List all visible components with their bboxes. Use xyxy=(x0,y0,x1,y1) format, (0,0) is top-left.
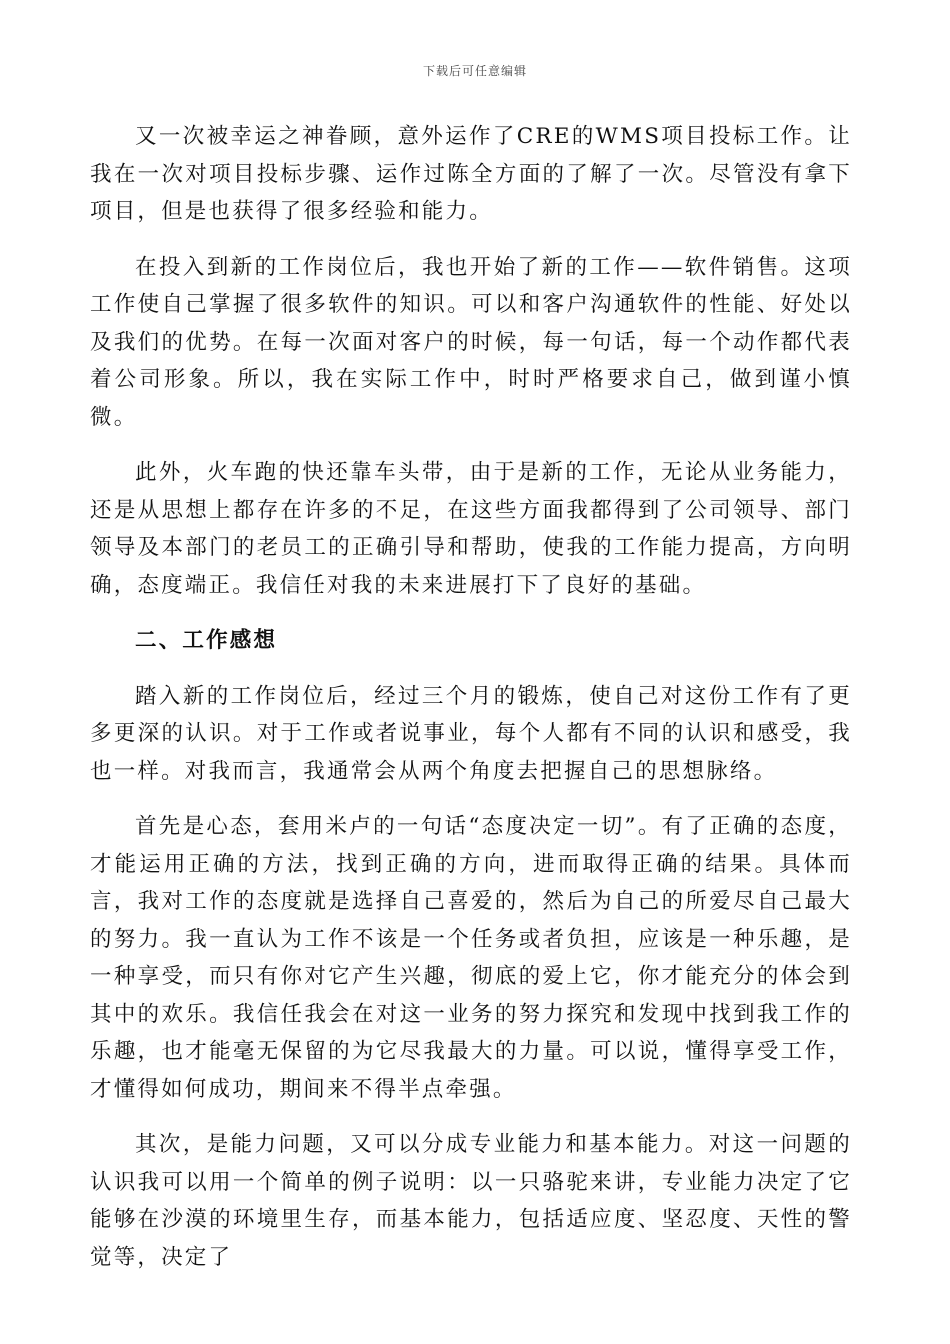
section-heading-work-thoughts: 二、工作感想 xyxy=(135,628,278,653)
paragraph-software-sales: 在投入到新的工作岗位后，我也开始了新的工作——软件销售。这项工作使自己掌握了很多软件的知识。可以和客户沟通软件的性能、好处以及我们的优势。在每一次面对客户的时候，每一句话，每一个动作都代表着公司形象。所以，我在实际工作中，时时严格要求自己，做到谨小慎微。 xyxy=(90,254,852,430)
header-note: 下载后可任意编辑 xyxy=(422,64,527,78)
paragraph-guidance: 此外，火车跑的快还靠车头带，由于是新的工作，无论从业务能力，还是从思想上都存在许多的不足，在这些方面我都得到了公司领导、部门领导及本部门的老员工的正确引导和帮助，使我的工作能力提高，方向明确，态度端正。我信任对我的未来进展打下了良好的基础。 xyxy=(90,460,852,598)
paragraph-bidding: 又一次被幸运之神眷顾，意外运作了CRE的WMS项目投标工作。让我在一次对项目投标步骤、运作过陈全方面的了解了一次。尽管没有拿下项目，但是也获得了很多经验和能力。 xyxy=(90,124,852,224)
paragraph-ability: 其次，是能力问题，又可以分成专业能力和基本能力。对这一问题的认识我可以用一个简单的例子说明：以一只骆驼来讲，专业能力决定了它能够在沙漠的环境里生存，而基本能力，包括适应度、坚忍度、天性的警觉等，决定了 xyxy=(90,1132,852,1270)
paragraph-new-position: 踏入新的工作岗位后，经过三个月的锻炼，使自己对这份工作有了更多更深的认识。对于工作或者说事业，每个人都有不同的认识和感受，我也一样。对我而言，我通常会从两个角度去把握自己的思想脉络。 xyxy=(90,683,852,784)
paragraph-attitude: 首先是心态，套用米卢的一句话“态度决定一切”。有了正确的态度，才能运用正确的方法，找到正确的方向，进而取得正确的结果。具体而言，我对工作的态度就是选择自己喜爱的，然后为自己的所爱尽自己最大的努力。我一直认为工作不该是一个任务或者负担，应该是一种乐趣，是一种享受，而只有你对它产生兴趣，彻底的爱上它，你才能充分的体会到其中的欢乐。我信任我会在对这一业务的努力探究和发现中找到我工作的乐趣，也才能毫无保留的为它尽我最大的力量。可以说，懂得享受工作，才懂得如何成功，期间来不得半点牵强。 xyxy=(90,814,852,1102)
document-body xyxy=(90,118,852,1294)
